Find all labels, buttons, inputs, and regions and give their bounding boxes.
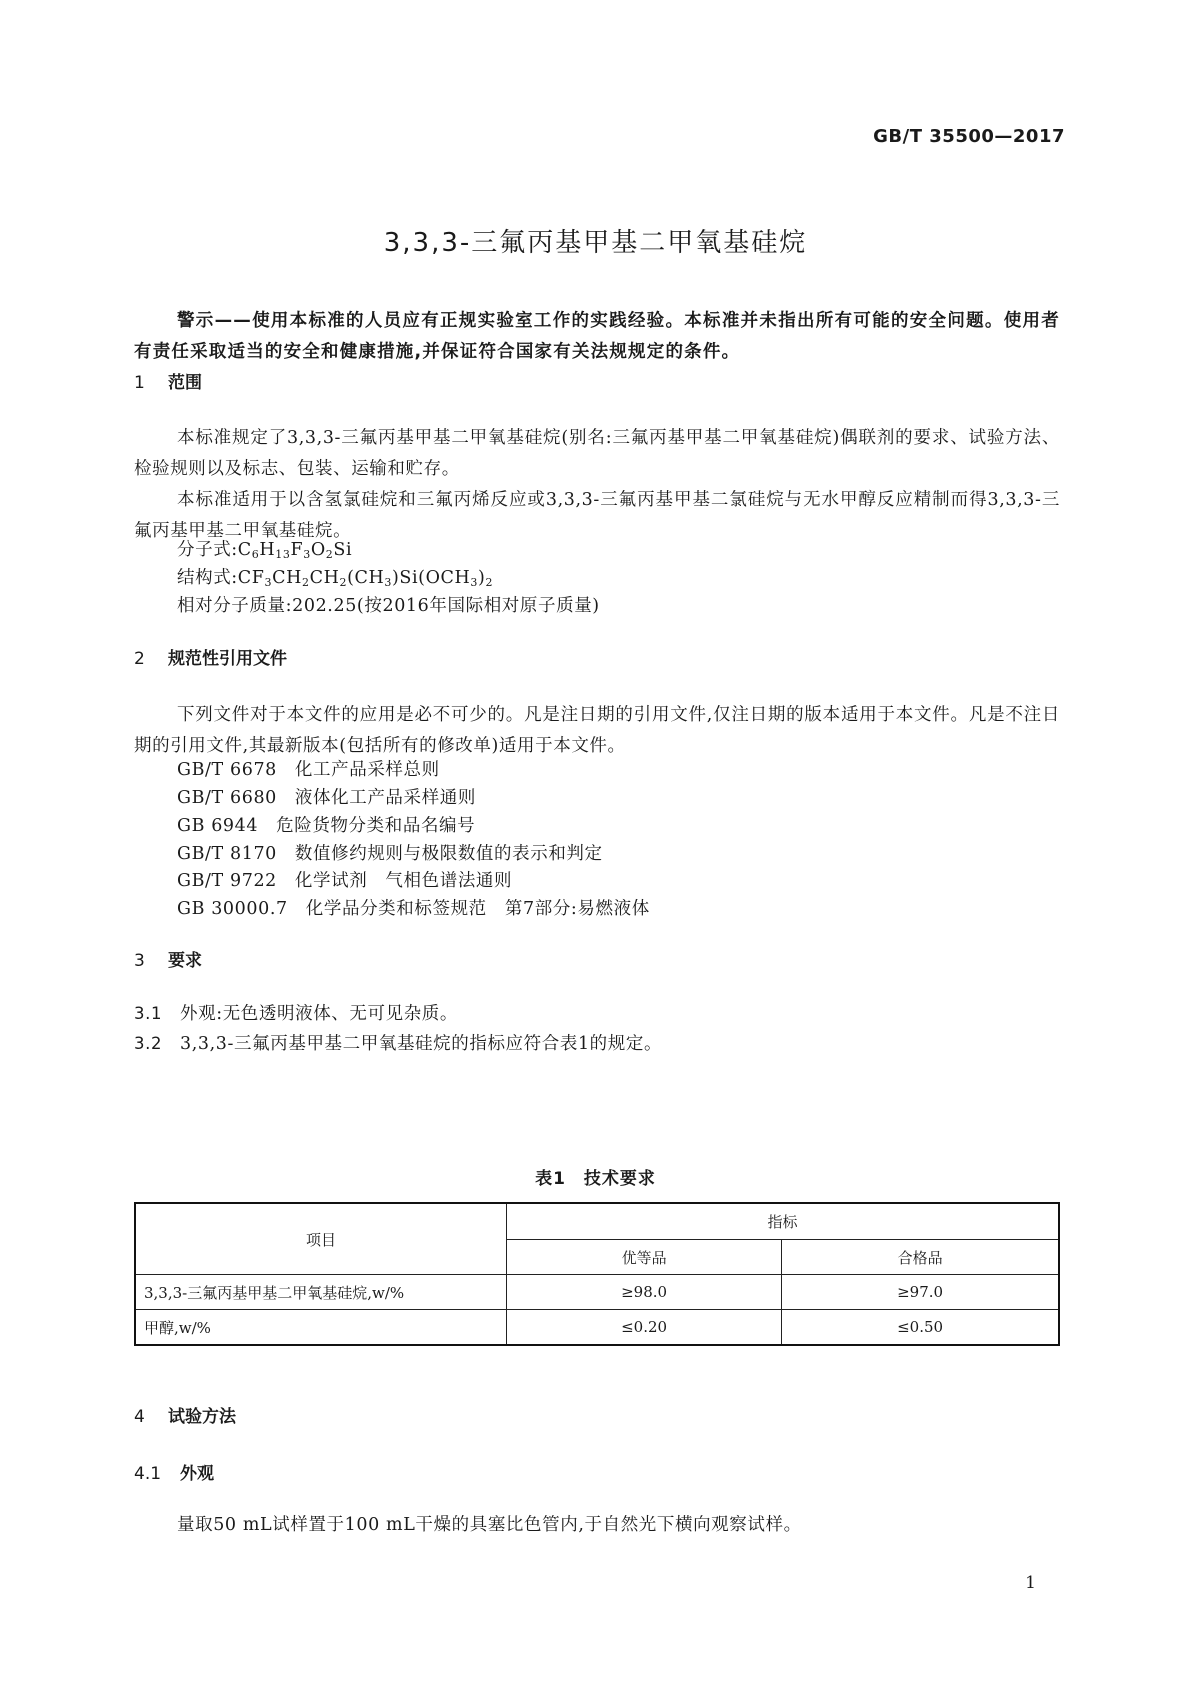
molecular-mass: 相对分子质量:202.25(按2016年国际相对原子质量) <box>177 596 600 616</box>
table-row <box>135 1310 1059 1346</box>
subsection-number: 4.1 <box>134 1464 162 1484</box>
section-number: 3 <box>134 951 145 971</box>
reference-item: GB/T 9722 化学试剂 气相色谱法通则 <box>177 871 513 891</box>
reference-item: GB 30000.7 化学品分类和标签规范 第7部分:易燃液体 <box>177 899 650 919</box>
row-qualified-value: ≥97.0 <box>782 1275 1059 1310</box>
reference-item: GB/T 6678 化工产品采样总则 <box>177 760 440 780</box>
section-number: 4 <box>134 1407 145 1427</box>
section-number: 2 <box>134 649 145 669</box>
column-header-index: 指标 <box>507 1203 1060 1240</box>
structural-formula: 结构式$:CF_3CH_2CH_2(CH_3)Si(OCH_3)_2$ <box>177 568 494 589</box>
warning-paragraph: 警示——使用本标准的人员应有正规实验室工作的实践经验。本标准并未指出所有可能的安全问题。使用者有责任采取适当的安全和健康措施,并保证符合国家有关法规规定的条件。 <box>134 311 1060 362</box>
page-number: 1 <box>1025 1573 1036 1593</box>
section-1-paragraph-applicability: 本标准适用于以含氢氯硅烷和三氟丙烯反应或3,3,3-三氟丙基甲基二氯硅烷与无水甲醇反应精制而得3,3,3-三氟丙基甲基二甲氧基硅烷。 <box>134 490 1060 541</box>
section-title: 要求 <box>168 951 202 971</box>
column-header-qualified: 合格品 <box>782 1240 1059 1275</box>
clause-3-2: 3.2 3,3,3-三氟丙基甲基二甲氧基硅烷的指标应符合表1的规定。 <box>134 1034 663 1054</box>
section-4-1-paragraph: 量取50 mL试样置于100 mL干燥的具塞比色管内,于自然光下横向观察试样。 <box>177 1515 802 1535</box>
row-qualified-value: ≤0.50 <box>782 1310 1059 1346</box>
section-title: 范围 <box>168 373 202 393</box>
page-title: 3,3,3-三氟丙基甲基二甲氧基硅烷 <box>383 228 808 258</box>
row-superior-value: ≥98.0 <box>507 1275 782 1310</box>
section-1-paragraph-scope: 本标准规定了3,3,3-三氟丙基甲基二甲氧基硅烷(别名:三氟丙基甲基二甲氧基硅烷)偶联剂的要求、试验方法、检验规则以及标志、包装、运输和贮存。 <box>134 428 1060 479</box>
table-caption: 表1 技术要求 <box>535 1169 656 1189</box>
row-item: 甲醇,w/% <box>135 1310 507 1346</box>
clause-3-1: 3.1 外观:无色透明液体、无可见杂质。 <box>134 1004 458 1024</box>
row-superior-value: ≤0.20 <box>507 1310 782 1346</box>
reference-item: GB 6944 危险货物分类和品名编号 <box>177 816 476 836</box>
subsection-4-1-heading <box>134 1459 214 1484</box>
reference-item: GB/T 8170 数值修约规则与极限数值的表示和判定 <box>177 844 603 864</box>
reference-item: GB/T 6680 液体化工产品采样通则 <box>177 788 476 808</box>
section-2-intro: 下列文件对于本文件的应用是必不可少的。凡是注日期的引用文件,仅注日期的版本适用于本文件。凡是不注日期的引用文件,其最新版本(包括所有的修改单)适用于本文件。 <box>134 705 1060 756</box>
column-header-superior: 优等品 <box>507 1240 782 1275</box>
section-2-heading <box>134 644 287 669</box>
section-title: 规范性引用文件 <box>168 649 287 669</box>
table-row <box>135 1275 1059 1310</box>
row-item: 3,3,3-三氟丙基甲基二甲氧基硅烷,w/% <box>135 1275 507 1310</box>
section-3-heading <box>134 946 202 971</box>
column-header-item: 项目 <box>135 1203 507 1275</box>
subsection-title: 外观 <box>180 1464 214 1484</box>
technical-requirements-table <box>134 1202 1060 1346</box>
standard-number: GB/T 35500—2017 <box>873 126 1065 147</box>
section-4-heading <box>134 1402 236 1427</box>
molecular-formula: 分子式$:C_6H_{13}F_3O_2Si$ <box>177 540 353 561</box>
section-number: 1 <box>134 373 145 393</box>
section-title: 试验方法 <box>168 1407 236 1427</box>
section-1-heading <box>134 368 202 393</box>
